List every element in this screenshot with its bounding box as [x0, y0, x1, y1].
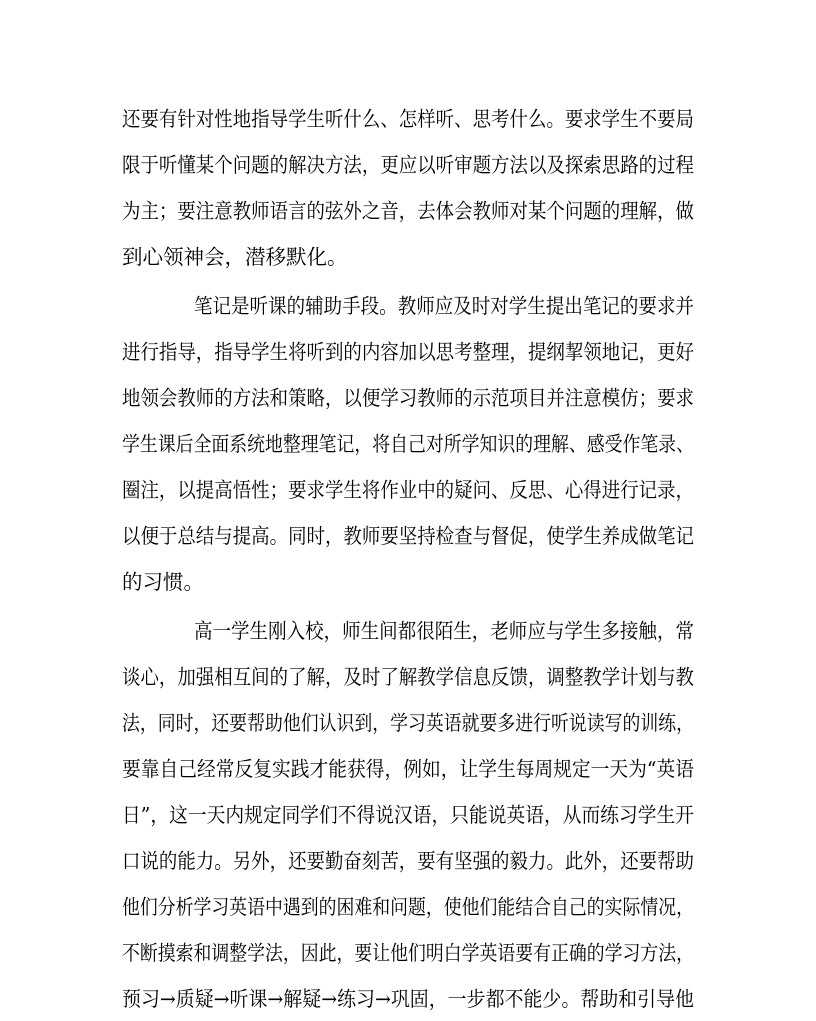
paragraph-1-line-2 — [0, 145, 816, 185]
text-line: 地领会教师的方法和策略，以便学习教师的示范项目并注意模仿；要求 — [122, 386, 695, 410]
text-line: 笔记是听课的辅助手段。教师应及时对学生提出笔记的要求并 — [194, 294, 694, 318]
paragraph-3-line-5 — [0, 795, 816, 835]
paragraph-2-line-6 — [0, 516, 816, 556]
paragraph-2-line-2 — [0, 332, 816, 372]
text-line: 高一学生刚入校，师生间都很陌生，老师应与学生多接触，常 — [194, 619, 694, 643]
paragraph-3-line-9 — [0, 979, 816, 1019]
paragraph-3-line-8 — [0, 933, 816, 973]
paragraph-2-line-3 — [0, 378, 816, 418]
paragraph-3-line-2 — [0, 657, 816, 697]
paragraph-3-line-7 — [0, 887, 816, 927]
paragraph-3-line-4 — [0, 749, 816, 789]
paragraph-2-line-1 — [0, 286, 816, 326]
paragraph-3-line-1 — [0, 611, 816, 651]
text-line: 日”，这一天内规定同学们不得说汉语，只能说英语，从而练习学生开 — [122, 803, 695, 827]
text-line: 谈心，加强相互间的了解，及时了解教学信息反馈，调整教学计划与教 — [122, 665, 695, 689]
text-line: 他们分析学习英语中遇到的困难和问题，使他们能结合自己的实际情况， — [122, 895, 695, 919]
text-line: 限于听懂某个问题的解决方法，更应以听审题方法以及探索思路的过程 — [122, 153, 695, 177]
text-line: 预习→质疑→听课→解疑→练习→巩固，一步都不能少。帮助和引导他 — [122, 987, 694, 1011]
text-line: 进行指导，指导学生将听到的内容加以思考整理，提纲挈领地记，更好 — [122, 340, 695, 364]
paragraph-1-line-3 — [0, 191, 816, 231]
text-line: 学生课后全面系统地整理笔记，将自己对所学知识的理解、感受作笔录、 — [122, 432, 695, 456]
paragraph-2-line-4 — [0, 424, 816, 464]
text-line: 口说的能力。另外，还要勤奋刻苦，要有坚强的毅力。此外，还要帮助 — [122, 849, 695, 873]
paragraph-3-line-6 — [0, 841, 816, 881]
text-line: 要靠自己经常反复实践才能获得，例如，让学生每周规定一天为“英语 — [122, 757, 695, 781]
paragraph-3-line-3 — [0, 703, 816, 743]
text-line: 到心领神会，潜移默化。 — [122, 245, 348, 269]
paragraph-2-line-5 — [0, 470, 816, 510]
paragraph-2-line-7 — [0, 562, 816, 602]
paragraph-1-line-4 — [0, 237, 816, 277]
text-line: 圈注，以提高悟性；要求学生将作业中的疑问、反思、心得进行记录， — [122, 478, 695, 502]
text-line: 为主；要注意教师语言的弦外之音，去体会教师对某个问题的理解，做 — [122, 199, 695, 223]
paragraph-1-line-1 — [0, 99, 816, 139]
text-line: 还要有针对性地指导学生听什么、怎样听、思考什么。要求学生不要局 — [122, 107, 695, 131]
text-line: 不断摸索和调整学法，因此，要让他们明白学英语要有正确的学习方法， — [122, 941, 695, 965]
text-line: 的习惯。 — [122, 570, 204, 594]
text-line: 法，同时，还要帮助他们认识到，学习英语就要多进行听说读写的训练， — [122, 711, 695, 735]
text-line: 以便于总结与提高。同时，教师要坚持检查与督促，使学生养成做笔记 — [122, 524, 695, 548]
